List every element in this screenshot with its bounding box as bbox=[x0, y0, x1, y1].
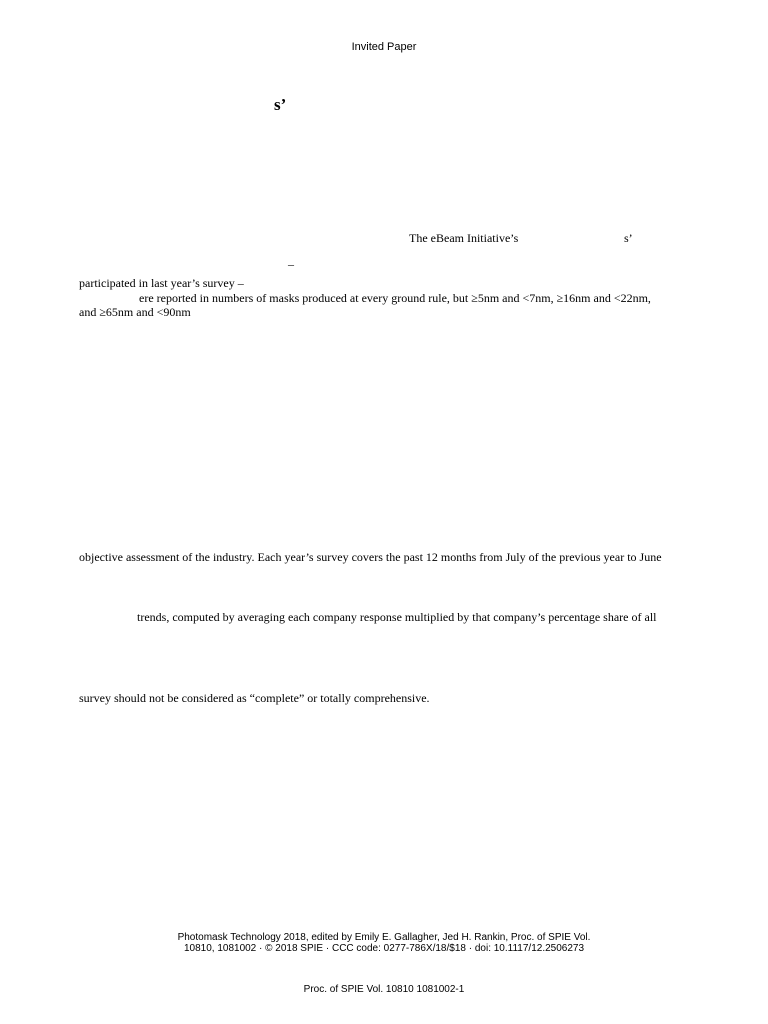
citation-line-1: Photomask Technology 2018, edited by Emily E. Gallagher, Jed H. Rankin, Proc. of SPIE Vol. bbox=[177, 932, 591, 943]
abstract-dash: – bbox=[288, 257, 294, 271]
citation-line-2: 10810, 1081002 · © 2018 SPIE · CCC code: 0277-786X/18/$18 · doi: 10.1117/12.2506273 bbox=[183, 943, 585, 954]
body-line-objective: objective assessment of the industry. Each year’s survey covers the past 12 months from July of the previous year to June bbox=[79, 550, 662, 564]
footer-citation bbox=[0, 932, 768, 954]
abstract-text-right: s’ bbox=[624, 231, 633, 245]
page-identifier: Proc. of SPIE Vol. 10810 1081002-1 bbox=[303, 984, 465, 995]
abstract-text-left: The eBeam Initiative’s bbox=[409, 231, 519, 245]
abstract-line-survey: participated in last year’s survey – bbox=[79, 276, 244, 290]
title-fragment: s’ bbox=[274, 95, 287, 114]
abstract-line-ground-rule: ere reported in numbers of masks produced at every ground rule, but ≥5nm and <7nm, ≥16nm and <22nm, bbox=[139, 291, 651, 305]
abstract-line-90nm: and ≥65nm and <90nm bbox=[79, 305, 191, 319]
running-header: Invited Paper bbox=[351, 41, 417, 53]
body-line-trends: trends, computed by averaging each company response multiplied by that company’s percentage share of all bbox=[137, 610, 657, 624]
body-line-survey-complete: survey should not be considered as “complete” or totally comprehensive. bbox=[79, 691, 430, 705]
